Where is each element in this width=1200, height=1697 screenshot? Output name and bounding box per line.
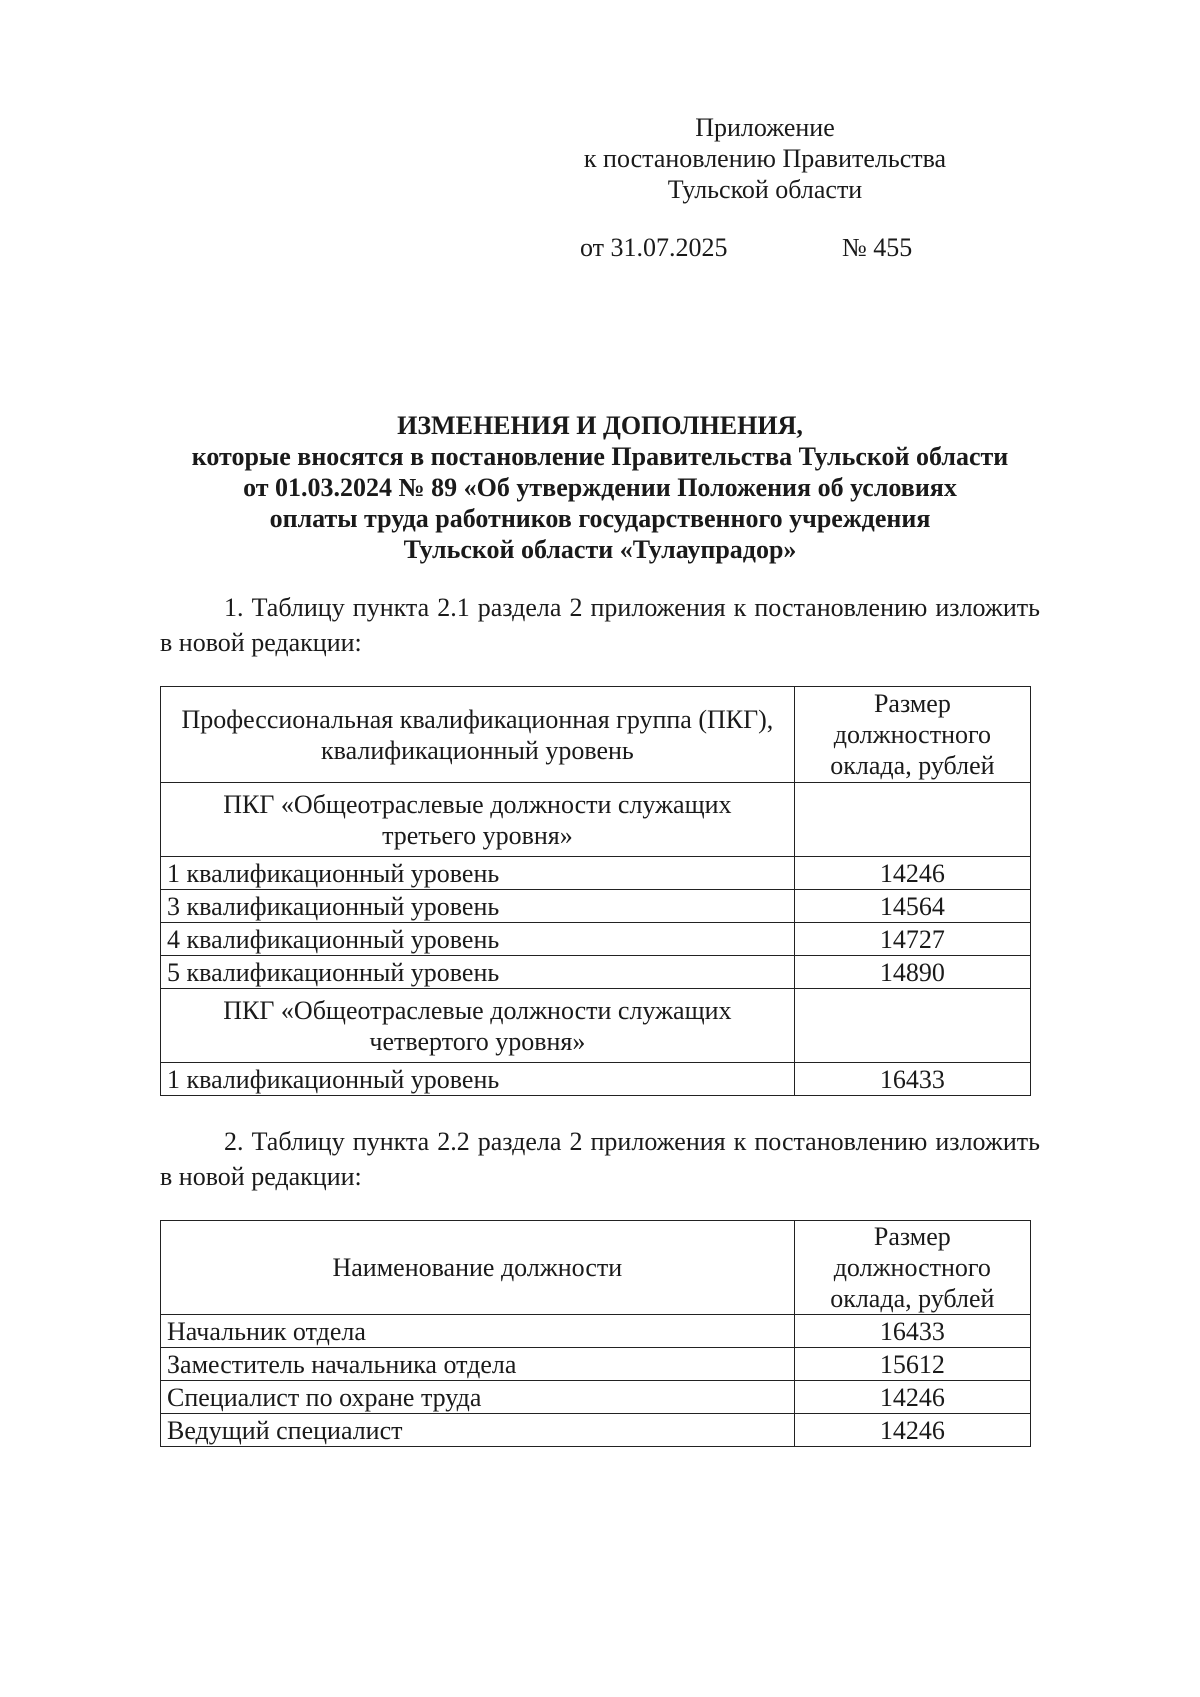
group-row-third-level — [161, 783, 1031, 857]
level-cell: 3 квалификационный уровень — [161, 890, 795, 923]
table-header-row — [161, 1221, 1031, 1315]
header-position: Наименование должности — [161, 1221, 795, 1315]
salary-cell: 14890 — [794, 956, 1030, 989]
annex-header — [580, 112, 950, 205]
table-row — [161, 890, 1031, 923]
title-line-5: Тульской области «Тулаупрадор» — [403, 535, 797, 564]
title-line-2: которые вносятся в постановление Правительства Тульской области — [191, 442, 1009, 471]
document-title — [130, 410, 1070, 565]
level-cell: 1 квалификационный уровень — [161, 1063, 795, 1096]
salary-cell: 14246 — [794, 1381, 1030, 1414]
salary-cell: 14727 — [794, 923, 1030, 956]
position-cell: Специалист по охране труда — [161, 1381, 795, 1414]
group-title — [161, 783, 795, 857]
annex-line-2: к постановлению Правительства — [583, 144, 947, 173]
table-row — [161, 1348, 1031, 1381]
resolution-number: № 455 — [842, 233, 913, 262]
group-salary-empty — [794, 783, 1030, 857]
paragraph-1 — [160, 590, 1040, 660]
table-row — [161, 857, 1031, 890]
group-row-fourth-level — [161, 989, 1031, 1063]
paragraph-2-first-line: 2. Таблицу пункта 2.2 раздела 2 приложения к постановлению изложить — [224, 1127, 1040, 1156]
group-title-line-1: ПКГ «Общеотраслевые должности служащих — [223, 789, 732, 819]
table-row — [161, 956, 1031, 989]
table-header-row — [161, 687, 1031, 783]
group-title — [161, 989, 795, 1063]
level-cell: 4 квалификационный уровень — [161, 923, 795, 956]
resolution-date: от 31.07.2025 — [580, 233, 728, 262]
level-cell: 5 квалификационный уровень — [161, 956, 795, 989]
header-pkg-line-2: квалификационный уровень — [321, 735, 634, 765]
salary-cell: 14564 — [794, 890, 1030, 923]
table-row — [161, 923, 1031, 956]
group-salary-empty — [794, 989, 1030, 1063]
salary-cell: 16433 — [794, 1315, 1030, 1348]
header-salary-line-1: Размер — [873, 689, 951, 718]
group-title-line-2: четвертого уровня» — [369, 1026, 586, 1056]
title-line-3: от 01.03.2024 № 89 «Об утверждении Положения об условиях — [243, 473, 957, 502]
group-title-line-1: ПКГ «Общеотраслевые должности служащих — [223, 995, 732, 1025]
annex-line-3: Тульской области — [667, 175, 863, 204]
paragraph-1-rest: в новой редакции: — [160, 628, 362, 657]
header-salary — [794, 687, 1030, 783]
title-line-4: оплаты труда работников государственного учреждения — [269, 504, 931, 533]
header-pkg-level — [161, 687, 795, 783]
header-salary — [794, 1221, 1030, 1315]
salary-cell: 15612 — [794, 1348, 1030, 1381]
header-salary-line-1: Размер — [873, 1222, 951, 1251]
header-salary-line-3: оклада, рублей — [830, 751, 995, 780]
table-row — [161, 1315, 1031, 1348]
paragraph-2 — [160, 1124, 1040, 1194]
level-cell: 1 квалификационный уровень — [161, 857, 795, 890]
header-salary-line-2: должностного — [833, 1253, 991, 1282]
position-cell: Ведущий специалист — [161, 1414, 795, 1447]
group-title-line-2: третьего уровня» — [382, 820, 573, 850]
position-cell: Заместитель начальника отдела — [161, 1348, 795, 1381]
annex-line-1: Приложение — [695, 113, 835, 142]
salary-cell: 16433 — [794, 1063, 1030, 1096]
header-pkg-line-1: Профессиональная квалификационная группа (ПКГ), — [181, 704, 774, 734]
position-cell: Начальник отдела — [161, 1315, 795, 1348]
header-salary-line-3: оклада, рублей — [830, 1284, 995, 1313]
header-salary-line-2: должностного — [833, 720, 992, 749]
paragraph-2-rest: в новой редакции: — [160, 1162, 362, 1191]
paragraph-1-first-line: 1. Таблицу пункта 2.1 раздела 2 приложения к постановлению изложить — [224, 593, 1040, 622]
salary-cell: 14246 — [794, 1414, 1030, 1447]
table-row — [161, 1414, 1031, 1447]
salary-table-positions — [160, 1220, 1031, 1447]
table-row — [161, 1381, 1031, 1414]
table-row — [161, 1063, 1031, 1096]
salary-cell: 14246 — [794, 857, 1030, 890]
salary-table-pkg — [160, 686, 1031, 1096]
title-line-1: ИЗМЕНЕНИЯ И ДОПОЛНЕНИЯ, — [397, 411, 803, 440]
